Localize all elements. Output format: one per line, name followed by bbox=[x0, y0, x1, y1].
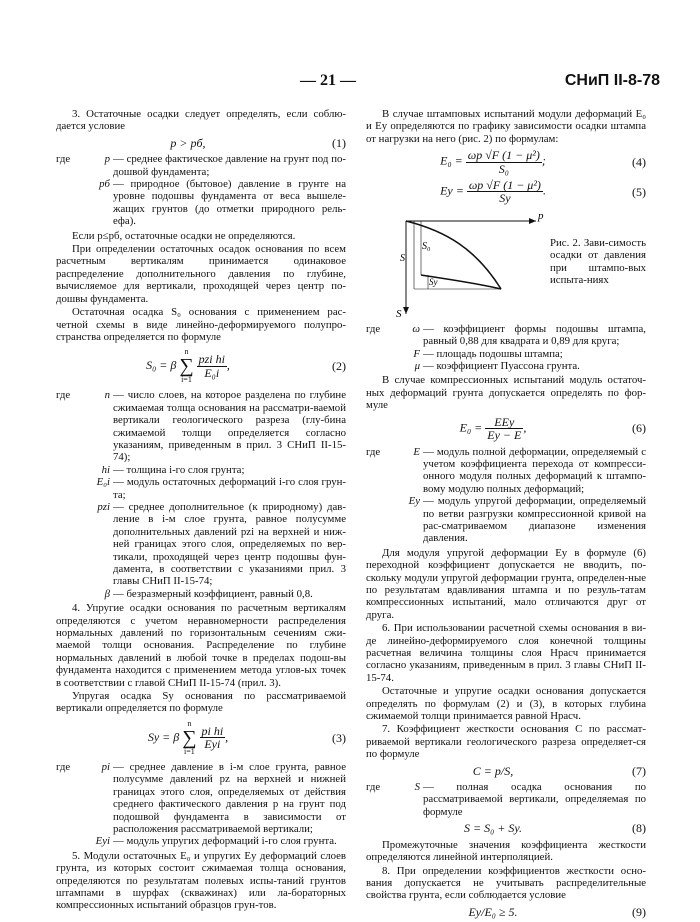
equation-8 bbox=[366, 822, 646, 834]
definition-symbol: β bbox=[104, 587, 110, 600]
where-label: где bbox=[56, 153, 71, 166]
definition-text: — толщина i-го слоя грунта; bbox=[113, 463, 245, 476]
axis-label-s: S bbox=[396, 307, 402, 319]
equation-8-body: S = S₀ + Sy. bbox=[463, 821, 523, 836]
definition-text: — полная осадка основания по рассматриваемой вертикали, определяемая по формуле bbox=[423, 781, 646, 818]
equation-7-definitions bbox=[366, 781, 646, 818]
fraction-denominator: E₀i bbox=[204, 365, 220, 380]
paragraph-sy: Упругая осадка Sy основания по рассматриваемой вертикали определяется по формуле bbox=[56, 690, 346, 715]
definition-row bbox=[56, 464, 346, 476]
definition-symbol: F bbox=[413, 347, 420, 360]
equation-5-number: (5) bbox=[632, 184, 646, 199]
equation-6-fraction bbox=[485, 416, 523, 442]
definition-row bbox=[366, 781, 646, 818]
equation-1-body: p > pб, bbox=[170, 135, 206, 150]
summation-sign: n ∑ i=1 bbox=[179, 347, 194, 385]
definition-text: — среднее давление в i-м слое грунта, равное полусумме давлений pz на верхней и нижней границах этого слоя, определяемых от действия среднего фактического давления p на грунт под подошвой фундамента в зависимости от расположения рассматриваемой вертикали; bbox=[113, 760, 346, 835]
equation-4-fraction bbox=[466, 149, 542, 175]
equation-5-body: Ey = $\frac{\text{ωp √F (1 − μ²)}}{Sy}$ . bbox=[440, 178, 546, 206]
definition-row bbox=[366, 323, 646, 348]
equation-7-number: (7) bbox=[632, 763, 646, 778]
definition-text: — площадь подошвы штампа; bbox=[423, 347, 563, 360]
definition-text: — модуль остаточных деформаций i-го слоя грун-та; bbox=[113, 476, 346, 501]
definition-row bbox=[56, 761, 346, 835]
equation-2-lhs: S₀ = β bbox=[146, 358, 177, 373]
where-label: где bbox=[56, 760, 71, 773]
definition-symbol: ω bbox=[412, 322, 420, 335]
definition-text: — природное (бытовое) давление в грунте на уровне подошвы фундамента от веса вышеле-жащих грунтов (до отметки природного рель-ефа). bbox=[113, 178, 346, 228]
fraction-denominator: Eyi bbox=[204, 737, 221, 752]
definition-text: — число слоев, на которое разделена по глубине сжимаемая толща основания на рассматри-ваемой вертикали геологического разреза (глу-бина сжимаемой толщи определяется согласно указаниям, приведенным в прил. 3 СНиП II-15-74); bbox=[113, 389, 346, 464]
definition-row bbox=[56, 835, 346, 847]
equation-3-definitions bbox=[56, 761, 346, 848]
equation-3-number: (3) bbox=[332, 730, 346, 745]
equation-6 bbox=[366, 416, 646, 442]
definition-text: — безразмерный коэффициент, равный 0,8. bbox=[113, 587, 313, 600]
equation-9 bbox=[366, 906, 646, 918]
loading-curve bbox=[406, 221, 501, 289]
axis-label-p: p bbox=[538, 209, 544, 222]
where-label: где bbox=[366, 781, 381, 794]
where-label: где bbox=[366, 445, 381, 458]
equation-9-body: Ey/E₀ ≥ 5. bbox=[468, 904, 518, 919]
sum-lower-limit: i=1 bbox=[184, 746, 195, 756]
definition-symbol: E bbox=[413, 445, 420, 458]
equation-2-fraction bbox=[197, 353, 227, 379]
standard-code: СНиП II-8-78 bbox=[564, 72, 660, 89]
equation-1-number: (1) bbox=[332, 135, 346, 150]
paragraph-4: 4. Упругие осадки основания по расчетным вертикалям определяются с учетом неравномерности распределения нормальных давлений по горизонтальным сечениям сжи-маемой толщи основания. Распределение по глубине нормальных давлений в любой точке в пределах подош-вы фундамента находится с применением метода углов-ых точек в соответствии с главой СНиП II-15-74 (прил. 3). bbox=[56, 602, 346, 689]
paragraph-6: 6. При использовании расчетной схемы основания в ви-де линейно-деформируемого слоя конечной толщины расчетная величина толщины слоя Hрасч принимается согласно указаниям, приведенным в прил. 3 главы СНиП II-15-74. bbox=[366, 622, 646, 684]
definition-text: — среднее фактическое давление на грунт под по-дошвой фундамента; bbox=[113, 153, 346, 178]
equation-2-definitions bbox=[56, 389, 346, 600]
paragraph-8: 8. При определении коэффициентов жесткости осно-вания допускается не учитывать распределительные свойства грунта, если соблюдается условие bbox=[366, 864, 646, 902]
definition-text: — коэффициент Пуассона грунта. bbox=[423, 360, 580, 373]
paragraph-7: 7. Коэффициент жесткости основания C по рассмат-риваемой вертикали геологического разреза определяет-ся по формуле bbox=[366, 723, 646, 761]
equation-6-number: (6) bbox=[632, 421, 646, 436]
definition-text: — модуль полной деформации, определяемый с учетом коэффициента перехода от компресси-онного модуля полных деформаций к штампо-вому модулю полных деформаций; bbox=[423, 445, 646, 495]
paragraph-s0: Остаточная осадка S₀ основания с применением рас-четной схемы в виде линейно-деформируемого полупро-странства определяется по формуле bbox=[56, 306, 346, 343]
fraction-numerator: pzi hi bbox=[198, 352, 225, 367]
settlement-axis-arrow bbox=[403, 307, 409, 314]
fraction-numerator: EEy bbox=[485, 416, 523, 429]
equation-3-body: Sy = β n ∑ i=1 $\frac{\text{pi hi}}{\text{Eyi}}$ , bbox=[147, 718, 229, 756]
definition-row bbox=[56, 476, 346, 501]
definition-symbol: pzi bbox=[97, 500, 110, 513]
definition-symbol: hi bbox=[101, 463, 110, 476]
condition-note: Если p≤pб, остаточные осадки не определяются. bbox=[72, 229, 296, 242]
paragraph-elastic: Остаточные и упругие осадки основания допускается определять по формулам (2) и (3), в которых глубина сжимаемой толщи принимается равной Hрасч. bbox=[366, 685, 646, 723]
fraction-numerator: ωp √F (1 − μ²) bbox=[468, 178, 541, 193]
settlement-pressure-diagram bbox=[366, 209, 546, 319]
definition-text: — среднее дополнительное (к природному) дав-ление в i-м слое грунта, равное полусумме дополнительных давлений pzi на верхней и ниж-ней границах этого слоя, определяемых по вер-тикали, проходящей через центр подошвы фун-дамента, в соответствии с указаниями прил. 3 главы СНиП II-15-74; bbox=[113, 500, 346, 588]
summation-sign: n ∑ i=1 bbox=[182, 718, 197, 756]
fraction-denominator: Ey − E bbox=[487, 428, 522, 443]
equation-8-number: (8) bbox=[632, 821, 646, 836]
equation-3-fraction bbox=[200, 725, 226, 751]
definition-row bbox=[366, 360, 646, 372]
definition-row bbox=[56, 501, 346, 588]
fraction-numerator: pi hi bbox=[201, 723, 224, 738]
sum-upper-limit: n bbox=[184, 347, 189, 357]
definition-symbol: pб bbox=[99, 178, 110, 191]
definition-symbol: S bbox=[414, 781, 420, 794]
definition-symbol: p bbox=[104, 153, 110, 166]
definition-row bbox=[366, 446, 646, 496]
equation-1-definitions bbox=[56, 153, 346, 227]
definition-row bbox=[56, 588, 346, 600]
definition-symbol: pi bbox=[101, 760, 110, 773]
equation-4-number: (4) bbox=[632, 154, 646, 169]
paragraph-interpolation: Промежуточные значения коэффициента жесткости определяются линейной интерполяцией. bbox=[366, 838, 646, 864]
page-number: — 21 — bbox=[300, 72, 356, 89]
paragraph-compression: В случае компрессионных испытаний модуль остаточ-ных деформаций грунта допускается определять по фор-муле bbox=[366, 374, 646, 412]
fraction-denominator: Sy bbox=[499, 191, 511, 206]
equation-6-definitions bbox=[366, 446, 646, 545]
equation-5-lhs: Ey = bbox=[440, 183, 464, 198]
label-s: S bbox=[400, 252, 405, 264]
equation-6-body: E₀ = $\frac{\text{EEy}}{Ey - E}$ , bbox=[459, 414, 527, 443]
figure-2 bbox=[366, 209, 646, 319]
equation-2-body: S₀ = β n ∑ i=1 $\frac{\text{pzi hi}}{\text{E₀i}}$ , bbox=[146, 347, 230, 385]
equation-3 bbox=[56, 719, 346, 757]
paragraph-3-intro: 3. Остаточные осадки следует определять, если соблю-дается условие bbox=[56, 108, 346, 133]
equation-5 bbox=[366, 179, 646, 205]
paragraph-5: 5. Модули остаточных E₀ и упругих Ey деформаций слоев грунта, из которых состоит сжимаемая толща основания, определяются по результатам полевых испы-таний грунтов штампами в шурфах (скважинах) или ла-бораторных компрессионных испытаний образцов грун-тов. bbox=[56, 849, 346, 912]
label-sy: Sy bbox=[429, 276, 438, 287]
fraction-numerator: ωp √F (1 − μ²) bbox=[467, 148, 540, 163]
definition-row bbox=[56, 389, 346, 463]
where-label: где bbox=[366, 322, 381, 335]
sum-upper-limit: n bbox=[187, 718, 192, 728]
equation-2-number: (2) bbox=[332, 359, 346, 374]
equation-2 bbox=[56, 347, 346, 385]
definition-text: — модуль упругих деформаций i-го слоя грунта. bbox=[113, 835, 337, 848]
definition-row bbox=[366, 348, 646, 360]
definition-row bbox=[366, 495, 646, 545]
definition-symbol: Eyi bbox=[95, 835, 110, 848]
definition-row bbox=[56, 153, 346, 178]
equation-4-body: E₀ = $\frac{\text{ωp √F (1 − μ²)}}{\text{S₀}}$ ; bbox=[440, 148, 546, 176]
sum-lower-limit: i=1 bbox=[181, 375, 192, 385]
paragraph-stamp: В случае штамповых испытаний модули деформаций E₀ и Ey определяются по графику зависимости осадки штампа от нагрузки на него (рис. 2) по формулам: bbox=[366, 108, 646, 145]
paragraph-ey: Для модуля упругой деформации Ey в формуле (6) переходной коэффициент допускается не вводить, по-скольку модули упругой деформации грунта, определен-ные по результатам вдавливания штампа и по резуль-татам компрессионных испытаний, мало отличаются друг от друга. bbox=[366, 546, 646, 621]
equation-3-lhs: Sy = β bbox=[147, 729, 180, 744]
definition-text: — коэффициент формы подошвы штампа, равный 0,88 для квадрата и 0,89 для круга; bbox=[423, 322, 646, 348]
pressure-axis-arrow bbox=[529, 218, 536, 224]
left-column bbox=[56, 108, 346, 913]
definition-text: — модуль упругой деформации, определяемый по ветви разгрузки компрессионной кривой на рас-сматриваемом диапазоне изменения давления. bbox=[423, 495, 646, 545]
definition-symbol: Ey bbox=[408, 495, 420, 508]
equation-4-lhs: E₀ = bbox=[440, 153, 463, 168]
figure-definitions bbox=[366, 323, 646, 373]
right-column bbox=[366, 108, 646, 922]
definition-symbol: n bbox=[104, 389, 110, 402]
where-label: где bbox=[56, 389, 71, 402]
equation-9-number: (9) bbox=[632, 904, 646, 919]
definition-symbol: μ bbox=[414, 360, 420, 373]
equation-4 bbox=[366, 149, 646, 175]
equation-7-body: C = p/S, bbox=[472, 763, 514, 778]
definition-symbol: E₀i bbox=[96, 476, 110, 489]
label-s0: S₀ bbox=[422, 240, 431, 252]
equation-1 bbox=[56, 137, 346, 149]
definition-row bbox=[56, 178, 346, 228]
page-header bbox=[0, 72, 700, 98]
paragraph-calc: При определении остаточных осадок основания по всем расчетным вертикалям принимается одинаковое распределение дополнительного давления по глубине, вычисляемое для вертикали, проходящей через центр по-дошвы фундамента. bbox=[56, 243, 346, 305]
equation-7 bbox=[366, 765, 646, 777]
figure-caption: Рис. 2. Зави-симость осадки от давления при штампо-вых испыта-ниях bbox=[550, 236, 646, 287]
fraction-denominator: S₀ bbox=[498, 161, 509, 176]
equation-6-lhs: E₀ = bbox=[459, 420, 483, 435]
equation-5-fraction bbox=[467, 179, 543, 205]
